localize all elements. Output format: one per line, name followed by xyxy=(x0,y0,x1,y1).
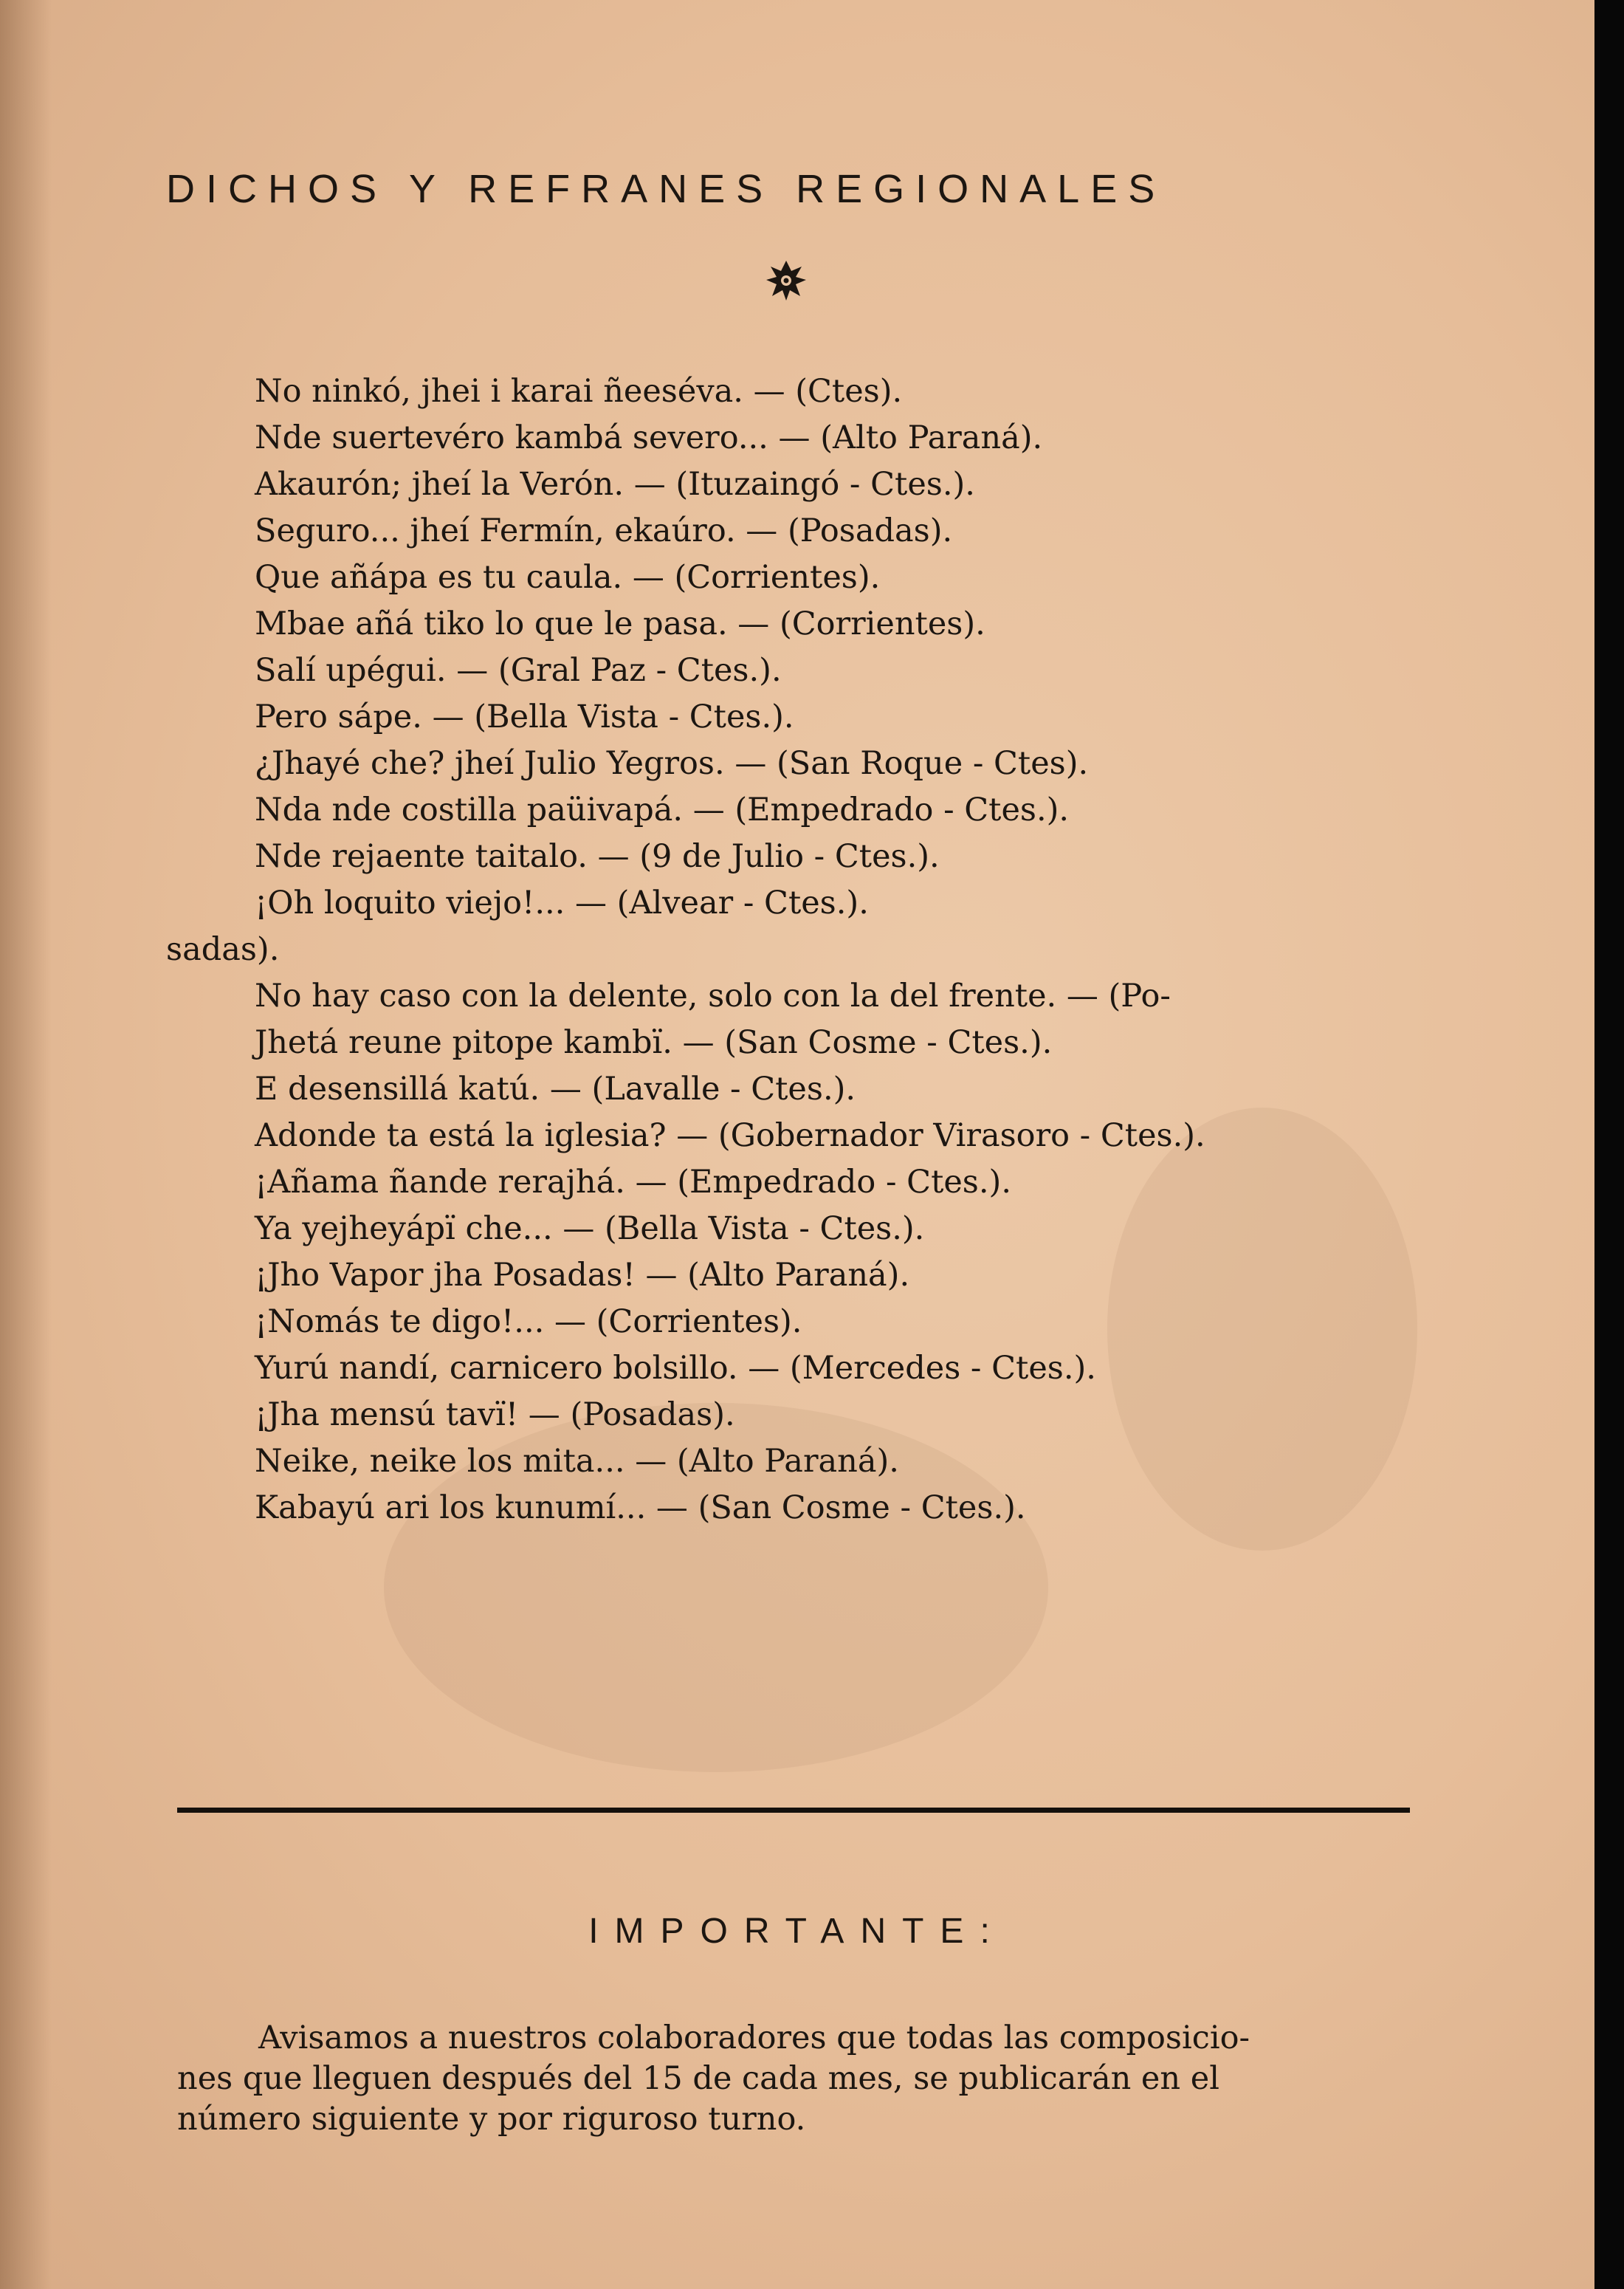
saying-line: Kabayú ari los kunumí... — (San Cosme - Ctes.). xyxy=(255,1489,1026,1526)
saying-line: Que añápa es tu caula. — (Corrientes). xyxy=(255,559,881,596)
page-edge xyxy=(1594,0,1624,2289)
saying-line: Adonde ta está la iglesia? — (Gobernador Virasoro - Ctes.). xyxy=(255,1117,1205,1154)
notice-line: nes que lleguen después del 15 de cada mes, se publicarán en el xyxy=(177,2060,1219,2097)
saying-line: ¡Jha mensú tavï! — (Posadas). xyxy=(255,1396,735,1433)
saying-line: No ninkó, jhei i karai ñeeséva. — (Ctes). xyxy=(255,373,903,410)
saying-line: Mbae añá tiko lo que le pasa. — (Corrientes). xyxy=(255,605,985,642)
saying-line: Seguro... jheí Fermín, ekaúro. — (Posadas). xyxy=(255,512,953,549)
saying-line: Nde rejaente taitalo. — (9 de Julio - Ctes.). xyxy=(255,838,940,875)
saying-line: Nda nde costilla paüivapá. — (Empedrado - Ctes.). xyxy=(255,792,1070,828)
saying-line: Akaurón; jheí la Verón. — (Ituzaingó - Ctes.). xyxy=(255,466,975,503)
saying-line: ¡Añama ñande rerajhá. — (Empedrado - Ctes.). xyxy=(255,1164,1011,1201)
notice-heading: IMPORTANTE: xyxy=(588,1912,1006,1951)
horizontal-rule xyxy=(177,1808,1410,1813)
saying-line: No hay caso con la delente, solo con la del frente. — (Po- xyxy=(255,978,1171,1015)
saying-line: Yurú nandí, carnicero bolsillo. — (Mercedes - Ctes.). xyxy=(255,1350,1096,1387)
saying-line: Ya yejheyápï che... — (Bella Vista - Ctes.). xyxy=(255,1210,925,1247)
saying-line: ¡Nomás te digo!... — (Corrientes). xyxy=(255,1303,802,1340)
page-title: DICHOS Y REFRANES REGIONALES xyxy=(166,167,1166,211)
saying-line: Neike, neike los mita... — (Alto Paraná). xyxy=(255,1443,899,1480)
saying-line: Salí upégui. — (Gral Paz - Ctes.). xyxy=(255,652,782,689)
fleuron-icon xyxy=(760,255,812,306)
saying-line: Nde suertevéro kambá severo... — (Alto Paraná). xyxy=(255,419,1043,456)
saying-line: sadas). xyxy=(166,931,280,968)
notice-line: número siguiente y por riguroso turno. xyxy=(177,2101,806,2138)
saying-line: E desensillá katú. — (Lavalle - Ctes.). xyxy=(255,1071,856,1108)
saying-line: ¡Oh loquito viejo!... — (Alvear - Ctes.). xyxy=(255,885,869,922)
saying-line: ¡Jho Vapor jha Posadas! — (Alto Paraná). xyxy=(255,1257,910,1294)
saying-line: Jhetá reune pitope kambï. — (San Cosme - Ctes.). xyxy=(255,1024,1053,1061)
notice-paragraph xyxy=(177,2018,1417,2140)
paper-stain xyxy=(1107,1108,1417,1551)
saying-line: Pero sápe. — (Bella Vista - Ctes.). xyxy=(255,699,794,735)
notice-line: Avisamos a nuestros colaboradores que todas las composicio- xyxy=(258,2019,1250,2056)
saying-line: ¿Jhayé che? jheí Julio Yegros. — (San Roque - Ctes). xyxy=(255,745,1089,782)
